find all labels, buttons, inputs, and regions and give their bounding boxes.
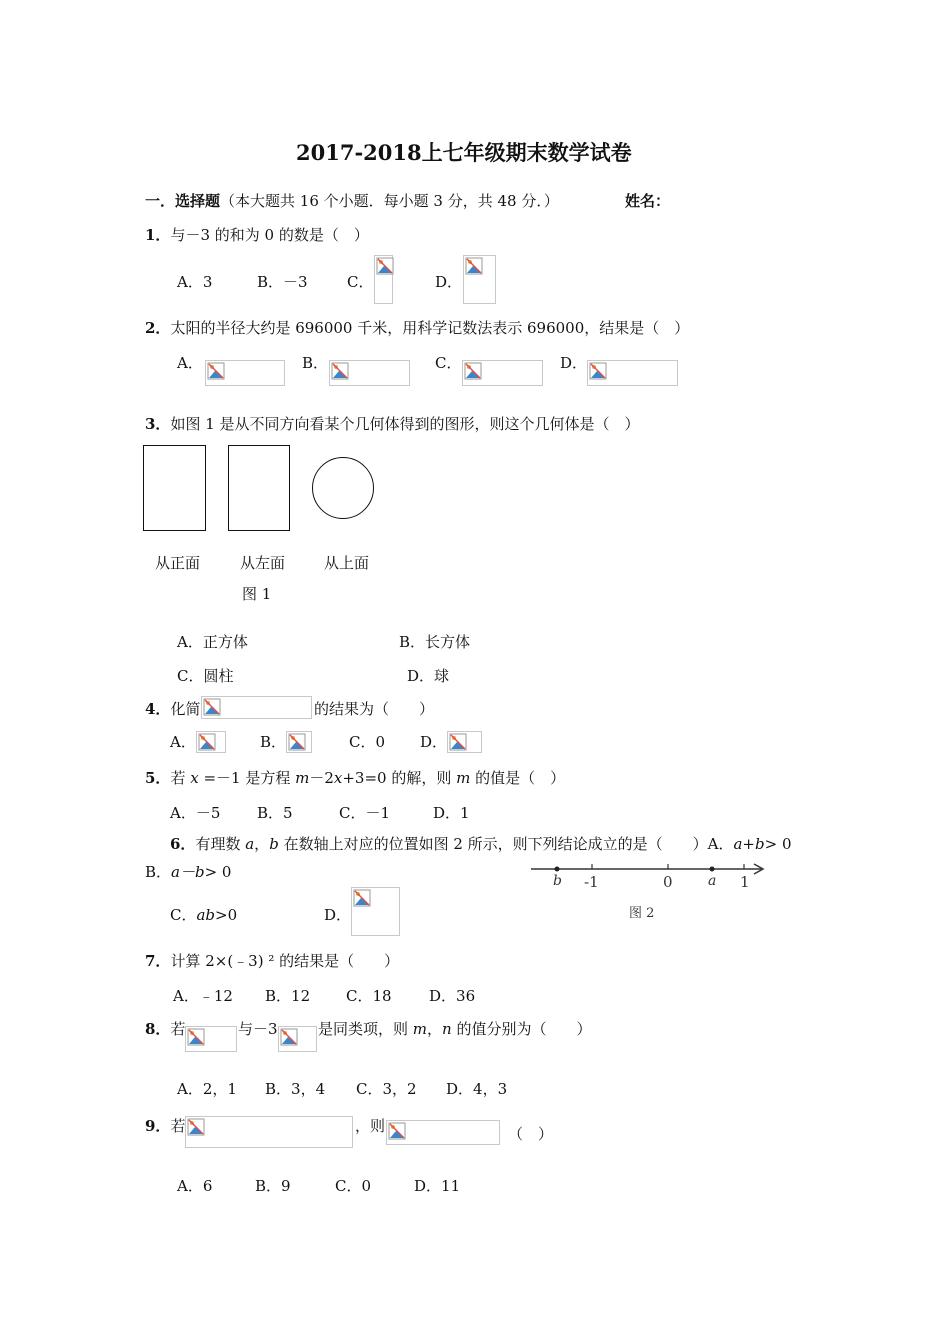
q5-option-d[interactable]: D．1 bbox=[433, 804, 470, 822]
q9-option-b[interactable]: B．9 bbox=[255, 1177, 291, 1195]
section-header bbox=[145, 190, 559, 211]
front-view-rectangle bbox=[143, 445, 206, 531]
number-line-figure bbox=[525, 855, 775, 895]
question-9-stem-post: （ ） bbox=[508, 1125, 554, 1143]
q2-option-c[interactable]: C． bbox=[435, 354, 462, 372]
question-8-stem-pre: 8．若 bbox=[145, 1020, 186, 1038]
section-label: 一．选择题 bbox=[145, 192, 221, 210]
broken-image-icon bbox=[185, 1026, 237, 1052]
view-label-left: 从左面 bbox=[240, 554, 286, 572]
axis-label-1: 1 bbox=[740, 873, 750, 891]
q1-option-b[interactable]: B．－3 bbox=[257, 273, 308, 291]
q1-option-d[interactable]: D． bbox=[435, 273, 463, 291]
q1-option-c[interactable]: C． bbox=[347, 273, 374, 291]
name-label: 姓名： bbox=[625, 192, 671, 210]
q1-option-a[interactable]: A．3 bbox=[177, 273, 213, 291]
q7-option-a[interactable]: A．﹣12 bbox=[173, 987, 233, 1005]
q4-option-a[interactable]: A． bbox=[170, 733, 196, 751]
q8-option-b[interactable]: B．3，4 bbox=[265, 1080, 326, 1098]
q2-option-d[interactable]: D． bbox=[560, 354, 588, 372]
broken-image-icon bbox=[386, 1120, 500, 1145]
broken-image-icon bbox=[462, 360, 543, 386]
broken-image-icon bbox=[196, 731, 226, 753]
left-view-rectangle bbox=[228, 445, 290, 531]
q5-option-a[interactable]: A．－5 bbox=[170, 804, 221, 822]
question-text: 与－3 的和为 0 的数是（ ） bbox=[170, 226, 369, 244]
q4-option-b[interactable]: B． bbox=[260, 733, 287, 751]
q2-option-b[interactable]: B． bbox=[302, 354, 329, 372]
axis-label-b: b bbox=[553, 873, 562, 889]
q3-option-a[interactable]: A．正方体 bbox=[177, 633, 248, 651]
q8-option-c[interactable]: C．3，2 bbox=[356, 1080, 417, 1098]
q4-option-d[interactable]: D． bbox=[420, 733, 448, 751]
question-number: 7． bbox=[145, 952, 171, 970]
view-label-top: 从上面 bbox=[324, 554, 370, 572]
broken-image-icon bbox=[201, 696, 312, 719]
figure-caption: 图 2 bbox=[629, 906, 655, 921]
q4-option-c[interactable]: C．0 bbox=[349, 733, 386, 751]
broken-image-icon bbox=[185, 1116, 353, 1148]
q3-option-d[interactable]: D．球 bbox=[407, 667, 450, 685]
q7-option-c[interactable]: C．18 bbox=[346, 987, 392, 1005]
q2-option-a[interactable]: A． bbox=[177, 354, 203, 372]
question-1-stem bbox=[145, 224, 369, 245]
question-number: 2． bbox=[145, 319, 171, 337]
question-2-stem bbox=[145, 317, 689, 338]
q5-option-b[interactable]: B．5 bbox=[257, 804, 293, 822]
axis-label-0: 0 bbox=[663, 873, 673, 891]
question-7-stem: 7．计算 2×(﹣3) ² 的结果是（ ） bbox=[145, 952, 400, 970]
question-number: 6． bbox=[170, 835, 196, 853]
q9-option-c[interactable]: C．0 bbox=[335, 1177, 372, 1195]
question-3-stem bbox=[145, 413, 640, 434]
section-note: （本大题共 16 个小题．每小题 3 分，共 48 分．） bbox=[220, 192, 559, 210]
question-5-stem: 5．若 x =－1 是方程 m－2x+3=0 的解，则 m 的值是（ ） bbox=[145, 769, 566, 787]
question-text: 如图 1 是从不同方向看某个几何体得到的图形，则这个几何体是（ ） bbox=[170, 415, 640, 433]
question-8-stem-post: 是同类项，则 m，n 的值分别为（ ） bbox=[318, 1020, 592, 1038]
q3-option-b[interactable]: B．长方体 bbox=[399, 633, 471, 651]
q8-option-a[interactable]: A．2，1 bbox=[177, 1080, 237, 1098]
q7-option-d[interactable]: D．36 bbox=[429, 987, 476, 1005]
q3-option-c[interactable]: C．圆柱 bbox=[177, 667, 234, 685]
broken-image-icon bbox=[374, 255, 393, 304]
figure-caption: 图 1 bbox=[242, 585, 272, 603]
q8-option-d[interactable]: D．4，3 bbox=[446, 1080, 508, 1098]
question-number: 3． bbox=[145, 415, 171, 433]
broken-image-icon bbox=[329, 360, 410, 386]
question-text: 化简 bbox=[170, 700, 201, 718]
question-number: 9． bbox=[145, 1117, 171, 1135]
question-text: 太阳的半径大约是 696000 千米，用科学记数法表示 696000，结果是（ ） bbox=[170, 319, 690, 337]
q9-option-a[interactable]: A．6 bbox=[177, 1177, 213, 1195]
question-4-stem-post: 的结果为（ ） bbox=[314, 700, 435, 718]
broken-image-icon bbox=[447, 731, 482, 753]
top-view-circle bbox=[312, 457, 374, 519]
q6-option-d[interactable]: D． bbox=[324, 906, 352, 924]
broken-image-icon bbox=[205, 360, 285, 386]
page-title: 2017-2018上七年级期末数学试卷 bbox=[296, 140, 632, 165]
q6-option-c[interactable]: C．ab>0 bbox=[170, 906, 238, 924]
question-number: 5． bbox=[145, 769, 171, 787]
axis-label-neg1: -1 bbox=[584, 873, 599, 891]
q7-option-b[interactable]: B．12 bbox=[265, 987, 311, 1005]
question-number: 1． bbox=[145, 226, 171, 244]
broken-image-icon bbox=[587, 360, 678, 386]
axis-label-a: a bbox=[708, 873, 717, 889]
question-9-stem-mid: ，则 bbox=[355, 1117, 386, 1135]
q6-option-b[interactable]: B．a－b> 0 bbox=[145, 863, 232, 881]
broken-image-icon bbox=[351, 887, 400, 936]
broken-image-icon bbox=[278, 1026, 317, 1052]
broken-image-icon bbox=[463, 255, 496, 304]
question-number: 8． bbox=[145, 1020, 171, 1038]
question-9-stem-pre: 9．若 bbox=[145, 1117, 186, 1135]
question-number: 4． bbox=[145, 700, 171, 718]
broken-image-icon bbox=[286, 731, 312, 753]
question-8-stem-mid: 与－3 bbox=[238, 1020, 278, 1038]
question-6-stem: 6．有理数 a，b 在数轴上对应的位置如图 2 所示，则下列结论成立的是（ ）A．a+b> 0 bbox=[170, 835, 792, 853]
view-label-front: 从正面 bbox=[155, 554, 201, 572]
q5-option-c[interactable]: C．－1 bbox=[339, 804, 391, 822]
q9-option-d[interactable]: D．11 bbox=[414, 1177, 461, 1195]
question-4-stem-pre bbox=[145, 698, 200, 719]
